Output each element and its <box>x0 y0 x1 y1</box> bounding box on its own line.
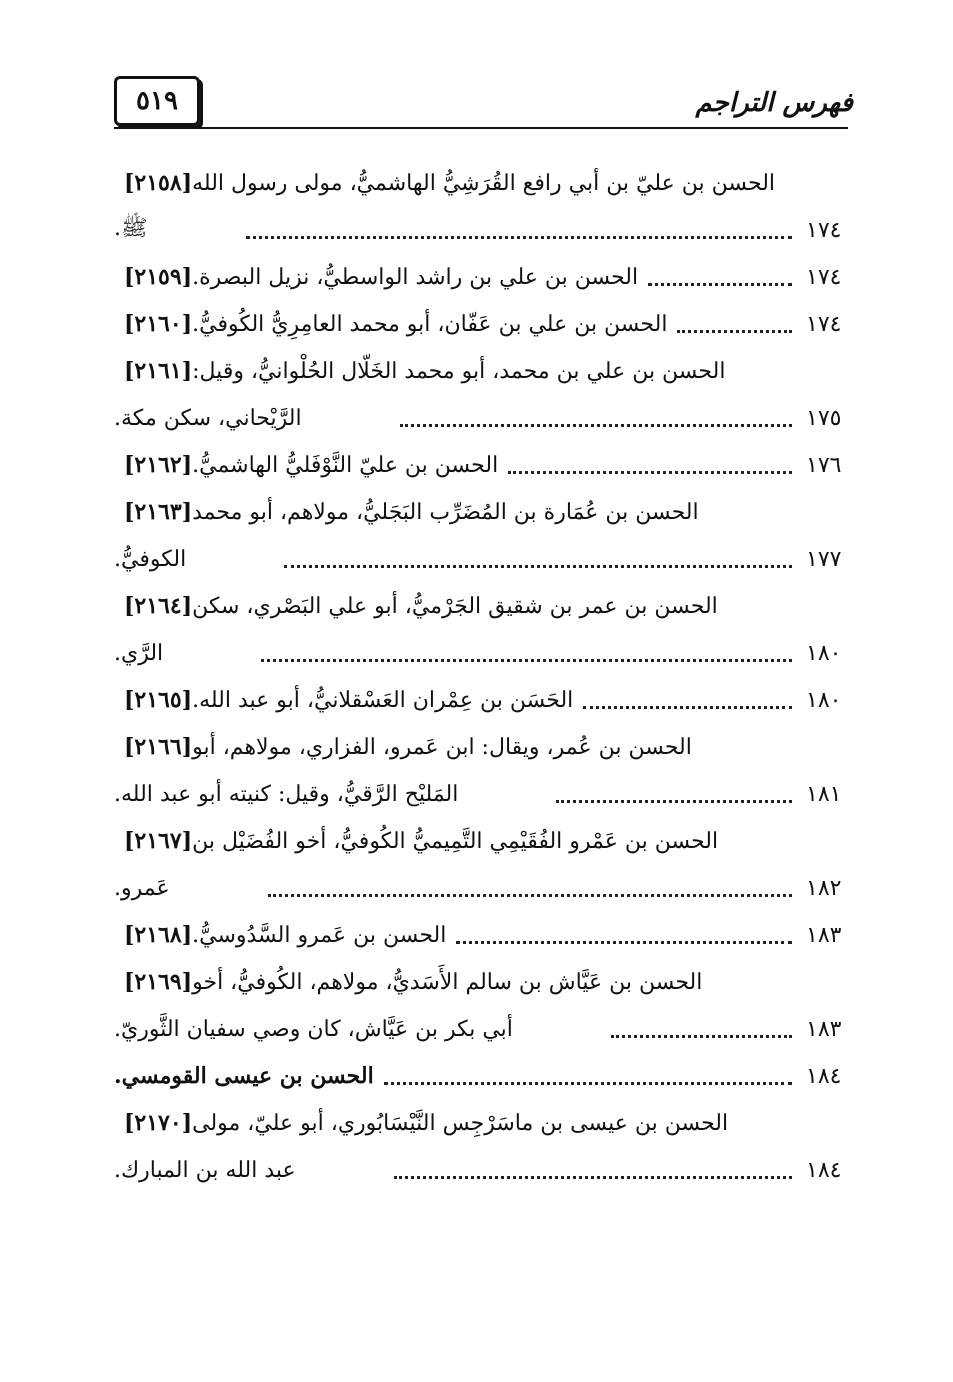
entry-number: [٢١٧٠] <box>124 1110 193 1136</box>
entry-number: [٢١٦٦] <box>124 734 193 760</box>
leader-dots <box>508 457 792 474</box>
index-line <box>114 348 854 394</box>
running-header-title: فهرس التراجم <box>695 88 853 118</box>
leader-dots <box>556 786 792 803</box>
index-line <box>114 724 854 770</box>
entry-text: الحسن بن عَيَّاش بن سالم الأَسَديُّ، مولاهم، الكُوفيُّ، أخو <box>192 969 703 995</box>
entry-page-number: ١٧٥ <box>806 405 842 431</box>
entry-text: الكوفيُّ. <box>114 546 187 572</box>
leader-dots <box>583 692 792 709</box>
entry-text: الحسن بن عليّ النَّوْفَليُّ الهاشميُّ. <box>192 452 499 478</box>
entry-text: الحسن بن عُمَارة بن المُضَرِّب البَجَليُّ، مولاهم، أبو محمد <box>192 499 699 525</box>
page-number: ٥١٩ <box>114 76 200 126</box>
entry-page-number: ١٨٤ <box>806 1157 842 1183</box>
entry-text: الحسن بن عمر بن شقيق الجَرْميُّ، أبو علي البَصْري، سكن <box>192 593 718 619</box>
entry-text: الحسن بن عيسى القومسي. <box>114 1063 374 1089</box>
index-line <box>114 254 854 300</box>
entry-page-number: ١٨٤ <box>806 1063 842 1089</box>
entry-text: الحَسَن بن عِمْران العَسْقلانيُّ، أبو عبد الله. <box>192 687 574 713</box>
index-line <box>114 395 854 441</box>
entry-text: أبي بكر بن عَيَّاش، كان وصي سفيان الثَّوريّ. <box>114 1016 513 1042</box>
leader-dots <box>246 222 792 239</box>
index-line <box>114 818 854 864</box>
entry-text: ﷺ. <box>114 216 148 241</box>
entry-number: [٢١٦٨] <box>124 922 193 948</box>
entry-page-number: ١٨٠ <box>806 687 842 713</box>
entry-number: [٢١٥٨] <box>124 170 193 196</box>
entry-number: [٢١٥٩] <box>124 264 193 290</box>
entry-page-number: ١٨١ <box>806 781 842 807</box>
leader-dots <box>394 1162 792 1179</box>
entry-number: [٢١٦٥] <box>124 687 193 713</box>
leader-dots <box>611 1021 792 1038</box>
entry-text: الحسن بن عَمرو السَّدُوسيُّ. <box>192 922 447 948</box>
entry-number: [٢١٦٢] <box>124 452 193 478</box>
entry-page-number: ١٧٤ <box>806 311 842 337</box>
entry-page-number: ١٧٦ <box>806 452 842 478</box>
entry-number: [٢١٦٠] <box>124 311 193 337</box>
entry-number: [٢١٦٣] <box>124 499 193 525</box>
index-line <box>114 301 854 347</box>
entry-page-number: ١٨٣ <box>806 1016 842 1042</box>
entry-text: الحسن بن علي بن محمد، أبو محمد الخَلّال الحُلْوانيُّ، وقيل: <box>192 358 726 384</box>
leader-dots <box>284 551 792 568</box>
entry-text: الرَّيْحاني، سكن مكة. <box>114 405 302 431</box>
index-line <box>114 865 854 911</box>
index-line <box>114 583 854 629</box>
leader-dots <box>268 880 792 897</box>
index-line <box>114 630 854 676</box>
entry-page-number: ١٨٠ <box>806 640 842 666</box>
entry-text: عبد الله بن المبارك. <box>114 1157 296 1183</box>
index-line <box>114 912 854 958</box>
entry-page-number: ١٧٤ <box>806 217 842 243</box>
index-line <box>114 160 854 206</box>
index-line <box>114 1006 854 1052</box>
index-line <box>114 489 854 535</box>
index-line <box>114 1100 854 1146</box>
entry-number: [٢١٦٩] <box>124 969 193 995</box>
entry-page-number: ١٨٢ <box>806 875 842 901</box>
leader-dots <box>384 1068 792 1085</box>
index-line <box>114 959 854 1005</box>
entry-page-number: ١٨٣ <box>806 922 842 948</box>
entry-text: المَليْح الرَّقيُّ، وقيل: كنيته أبو عبد الله. <box>114 781 459 807</box>
entry-text: الحسن بن علي بن عَفّان، أبو محمد العامِرِيُّ الكُوفيُّ. <box>192 311 668 337</box>
index-line <box>114 1147 854 1193</box>
leader-dots <box>261 645 792 662</box>
entry-text: الحسن بن عَمْرو الفُقَيْمِي التَّمِيميُّ الكُوفيُّ، أخو الفُضَيْل بن <box>192 828 719 854</box>
entry-text: الحسن بن عليّ بن أبي رافع القُرَشِيُّ الهاشميُّ، مولى رسول الله <box>192 170 776 196</box>
leader-dots <box>677 316 792 333</box>
entry-text: عَمرو. <box>114 875 170 901</box>
header-rule <box>114 127 848 129</box>
index-line <box>114 677 854 723</box>
entry-number: [٢١٦٧] <box>124 828 193 854</box>
index-line <box>114 771 854 817</box>
entry-page-number: ١٧٤ <box>806 264 842 290</box>
index-line <box>114 207 854 253</box>
entry-text: الحسن بن عيسى بن ماسَرْجِس النَّيْسَابُوري، أبو عليّ، مولى <box>192 1110 729 1136</box>
index-line <box>114 442 854 488</box>
index-line <box>114 536 854 582</box>
leader-dots <box>456 927 792 944</box>
index-line <box>114 1053 854 1099</box>
entry-text: الحسن بن علي بن راشد الواسطيُّ، نزيل البصرة. <box>192 264 639 290</box>
entry-page-number: ١٧٧ <box>806 546 842 572</box>
entry-text: الحسن بن عُمر، ويقال: ابن عَمرو، الفزاري، مولاهم، أبو <box>192 734 692 760</box>
entry-number: [٢١٦٤] <box>124 593 193 619</box>
leader-dots <box>648 269 792 286</box>
entry-number: [٢١٦١] <box>124 358 193 384</box>
entry-text: الرَّي. <box>114 640 164 666</box>
leader-dots <box>400 410 792 427</box>
